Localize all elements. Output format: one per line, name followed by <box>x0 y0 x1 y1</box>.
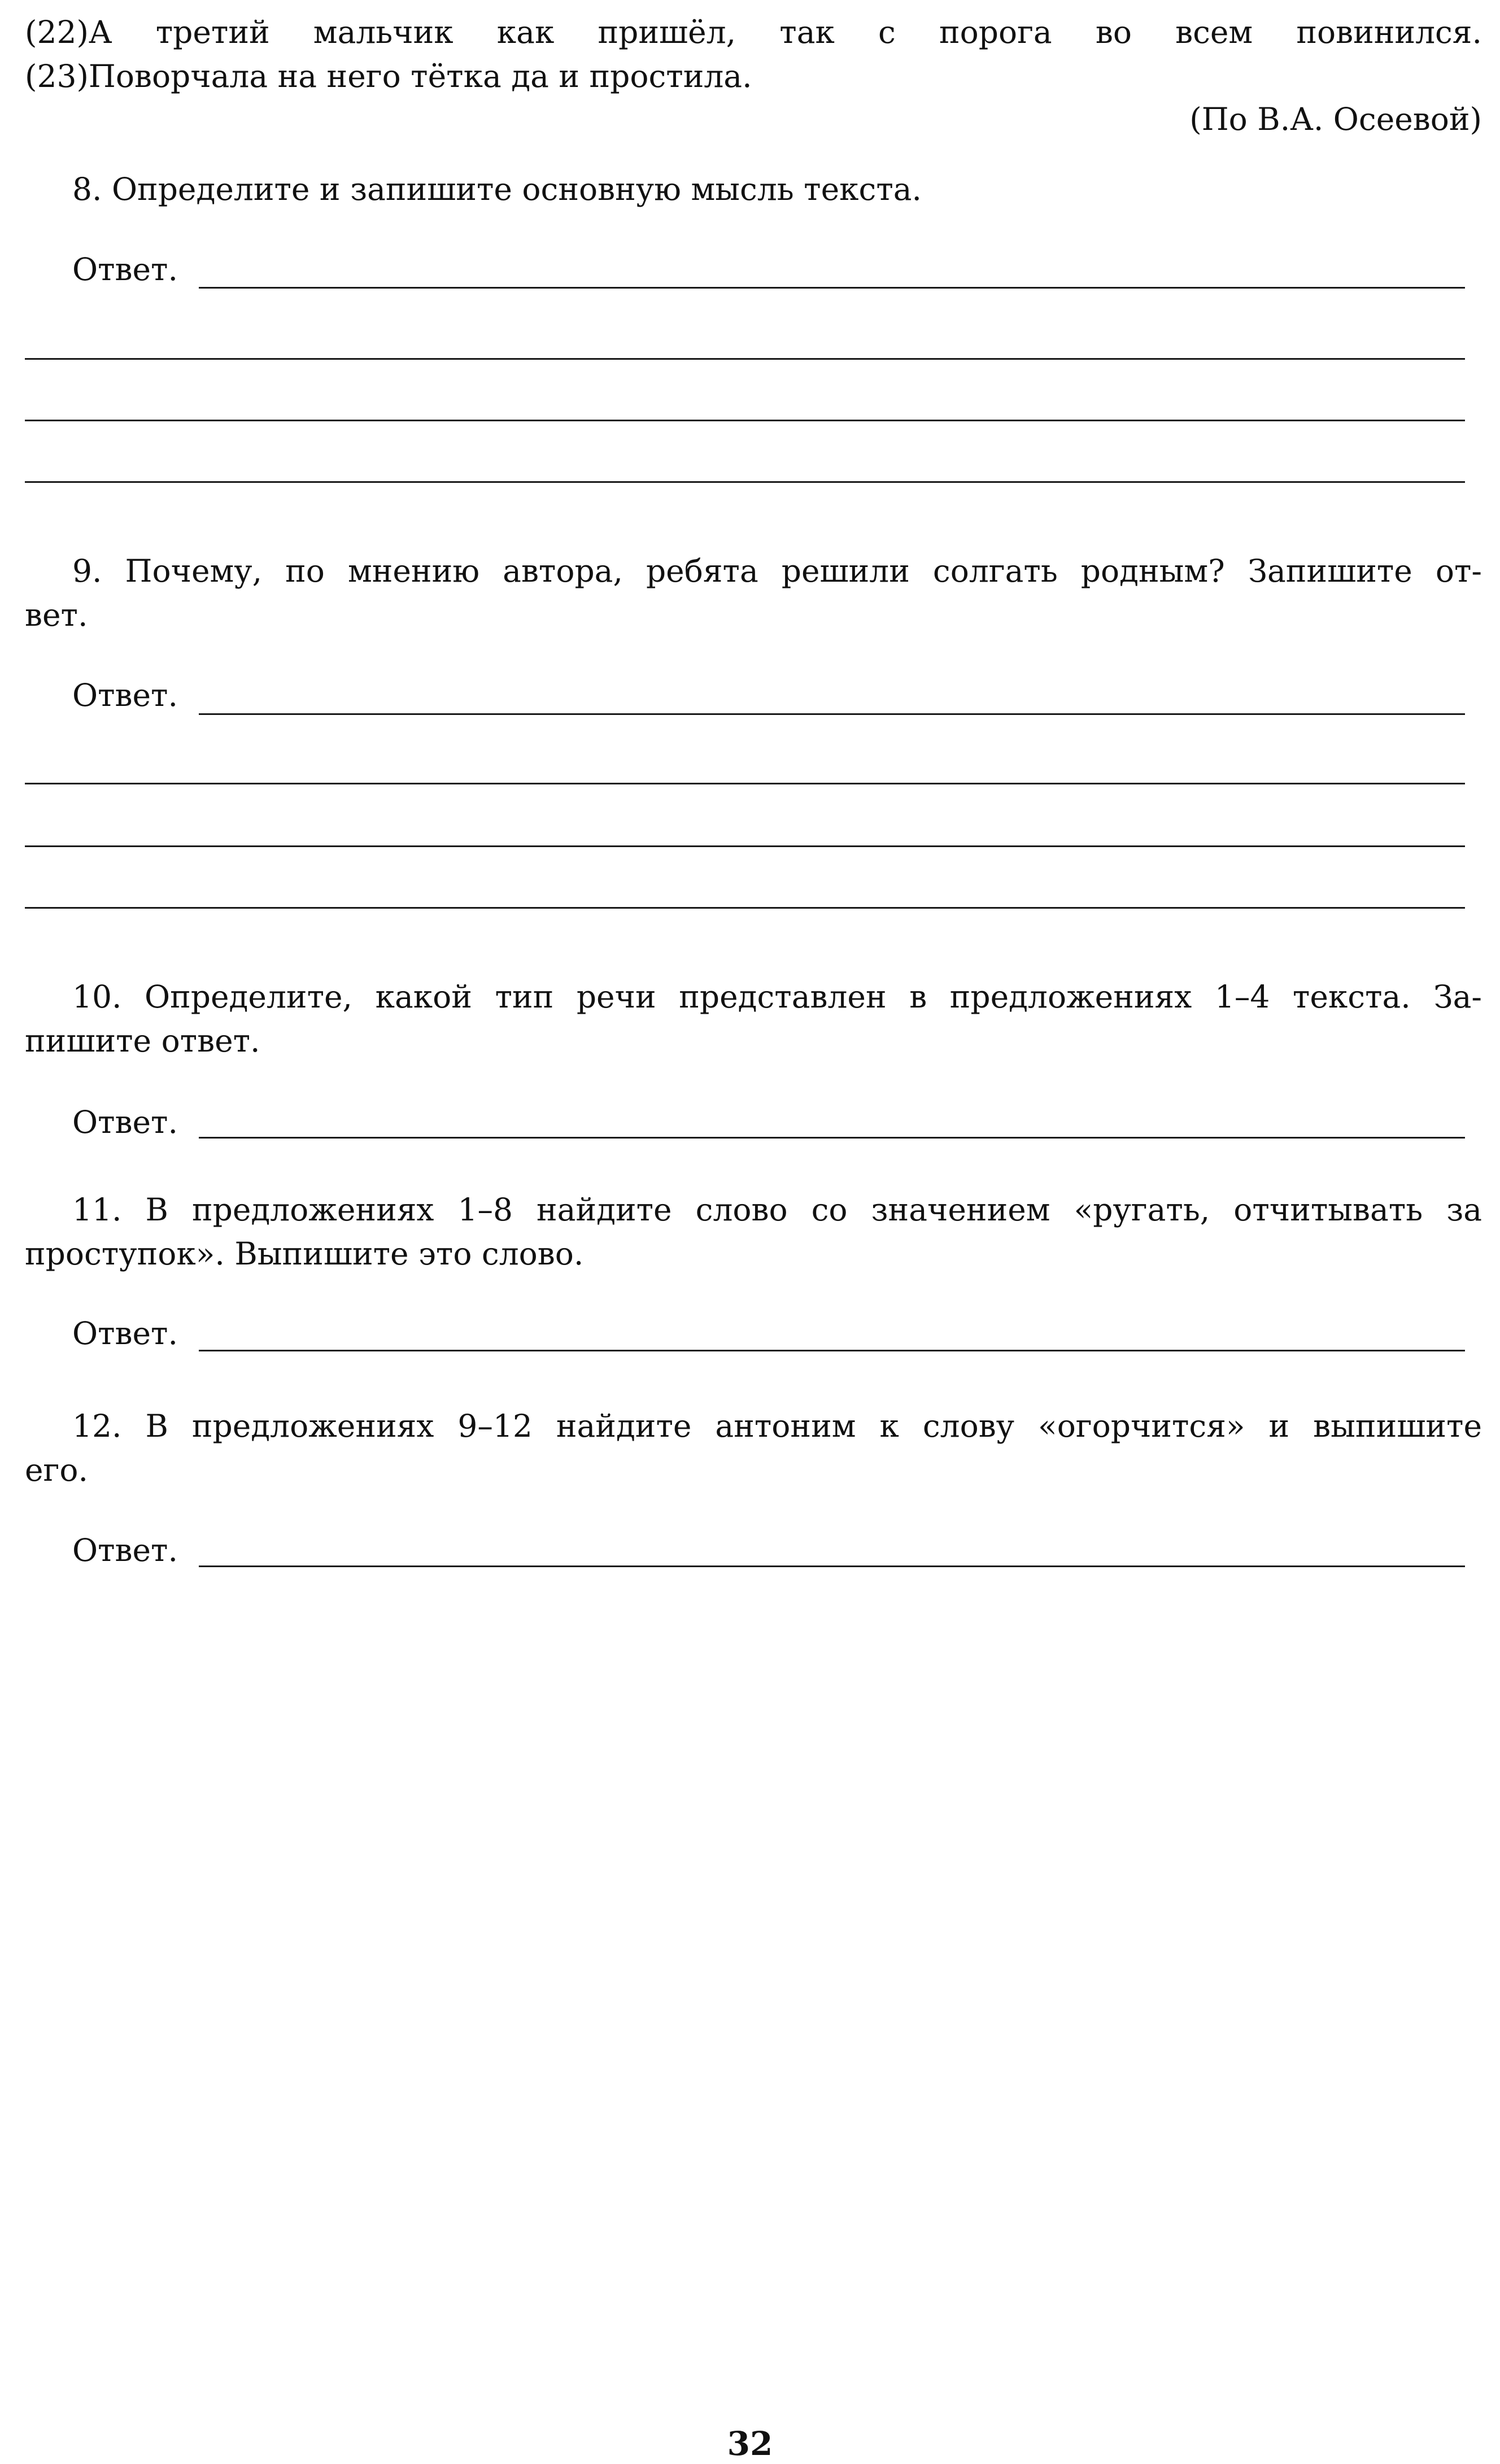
question-12: 12. В предложениях 9–12 найдите антоним к слову «огорчится» и выпишите <box>72 1408 1482 1444</box>
text-attribution: (По В.А. Осеевой) <box>1189 101 1482 137</box>
question-9: 9. Почему, по мнению автора, ребята решили солгать родным? Запишите от- <box>72 553 1482 589</box>
question-11-cont: проступок». Выпишите это слово. <box>25 1236 584 1272</box>
answer-label: Ответ. <box>72 1315 178 1351</box>
answer-line[interactable] <box>25 358 1465 360</box>
answer-line[interactable] <box>199 713 1465 715</box>
text-line-22: (22)А третий мальчик как пришёл, так с порога во всем повинился. <box>25 14 1482 50</box>
page-number: 32 <box>727 2424 773 2463</box>
text-line-23: (23)Поворчала на него тётка да и простила. <box>25 58 752 94</box>
question-8: 8. Определите и запишите основную мысль текста. <box>72 171 922 207</box>
answer-line[interactable] <box>199 1350 1465 1351</box>
answer-line[interactable] <box>25 420 1465 421</box>
answer-line[interactable] <box>25 481 1465 483</box>
answer-line[interactable] <box>25 845 1465 847</box>
answer-line[interactable] <box>199 287 1465 289</box>
answer-line[interactable] <box>199 1565 1465 1567</box>
answer-label: Ответ. <box>72 251 178 287</box>
answer-line[interactable] <box>199 1137 1465 1139</box>
question-9-cont: вет. <box>25 597 88 633</box>
question-10: 10. Определите, какой тип речи представлен в предложениях 1–4 текста. За- <box>72 979 1482 1015</box>
answer-line[interactable] <box>25 907 1465 909</box>
question-11: 11. В предложениях 1–8 найдите слово со значением «ругать, отчитывать за <box>72 1192 1482 1228</box>
answer-line[interactable] <box>25 783 1465 784</box>
question-12-cont: его. <box>25 1452 88 1488</box>
answer-label: Ответ. <box>72 677 178 713</box>
question-10-cont: пишите ответ. <box>25 1023 260 1059</box>
answer-label: Ответ. <box>72 1532 178 1568</box>
answer-label: Ответ. <box>72 1104 178 1140</box>
